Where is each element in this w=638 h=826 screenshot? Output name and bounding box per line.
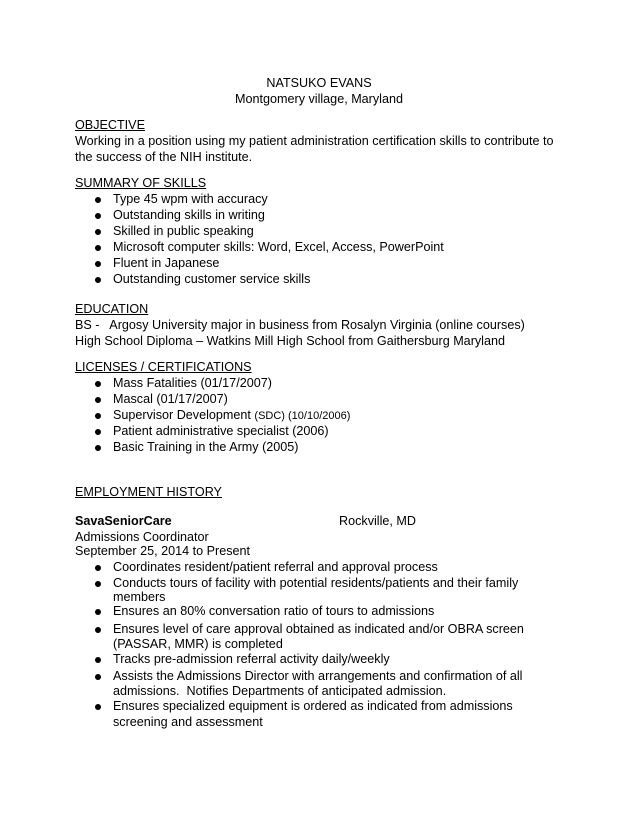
license-item [113,407,350,424]
job-title: Admissions Coordinator [75,530,209,544]
applicant-location: Montgomery village, Maryland [235,92,403,106]
objective-heading: OBJECTIVE [75,118,145,132]
bullet-icon [95,581,101,587]
applicant-name: NATSUKO EVANS [266,76,372,90]
duty-line: Assists the Admissions Director with arrangements and confirmation of all [113,669,523,683]
education-line: BS - Argosy University major in business from Rosalyn Virginia (online courses) [75,318,525,332]
education-line: High School Diploma – Watkins Mill High School from Gaithersburg Maryland [75,334,505,348]
skill-item: Outstanding skills in writing [113,208,265,222]
bullet-icon [95,381,101,387]
bullet-icon [95,609,101,615]
education-heading: EDUCATION [75,302,149,316]
bullet-icon [95,657,101,663]
bullet-icon [95,277,101,283]
duty-line: Ensures level of care approval obtained as indicated and/or OBRA screen [113,622,524,636]
skill-item: Fluent in Japanese [113,256,220,270]
bullet-icon [95,213,101,219]
license-code: (SDC) (10/10/2006) [254,410,351,422]
bullet-icon [95,229,101,235]
bullet-icon [95,565,101,571]
skill-item: Microsoft computer skills: Word, Excel, Access, PowerPoint [113,240,444,254]
duty-line: Conducts tours of facility with potential residents/patients and their family [113,576,519,590]
duty-line: admissions. Notifies Departments of anticipated admission. [113,684,447,698]
license-item: Patient administrative specialist (2006) [113,424,329,438]
duty-line: screening and assessment [113,715,263,729]
skill-item: Outstanding customer service skills [113,272,311,286]
bullet-icon [95,413,101,419]
job-dates: September 25, 2014 to Present [75,544,251,558]
duty-line: Tracks pre-admission referral activity daily/weekly [113,652,390,666]
bullet-icon [95,704,101,710]
bullet-icon [95,261,101,267]
license-item: Mascal (01/17/2007) [113,392,228,406]
license-item: Basic Training in the Army (2005) [113,440,299,454]
license-item: Mass Fatalities (01/17/2007) [113,376,272,390]
skill-item: Type 45 wpm with accuracy [113,192,268,206]
company-city: Rockville, MD [339,514,416,528]
skill-item: Skilled in public speaking [113,224,254,238]
license-name: Supervisor Development [113,408,255,422]
duty-line: members [113,590,166,604]
licenses-heading: LICENSES / CERTIFICATIONS [75,360,252,374]
duty-line: Ensures an 80% conversation ratio of tours to admissions [113,604,435,618]
bullet-icon [95,245,101,251]
bullet-icon [95,627,101,633]
skills-heading: SUMMARY OF SKILLS [75,176,207,190]
bullet-icon [95,445,101,451]
bullet-icon [95,397,101,403]
objective-line: the success of the NIH institute. [75,150,253,164]
duty-line: (PASSAR, MMR) is completed [113,637,283,651]
duty-line: Coordinates resident/patient referral and approval process [113,560,438,574]
bullet-icon [95,429,101,435]
objective-line: Working in a position using my patient administration certification skills to contribute to [75,134,554,148]
duty-line: Ensures specialized equipment is ordered as indicated from admissions [113,699,513,713]
company-name: SavaSeniorCare [75,514,172,528]
bullet-icon [95,197,101,203]
employment-heading: EMPLOYMENT HISTORY [75,485,222,499]
bullet-icon [95,674,101,680]
